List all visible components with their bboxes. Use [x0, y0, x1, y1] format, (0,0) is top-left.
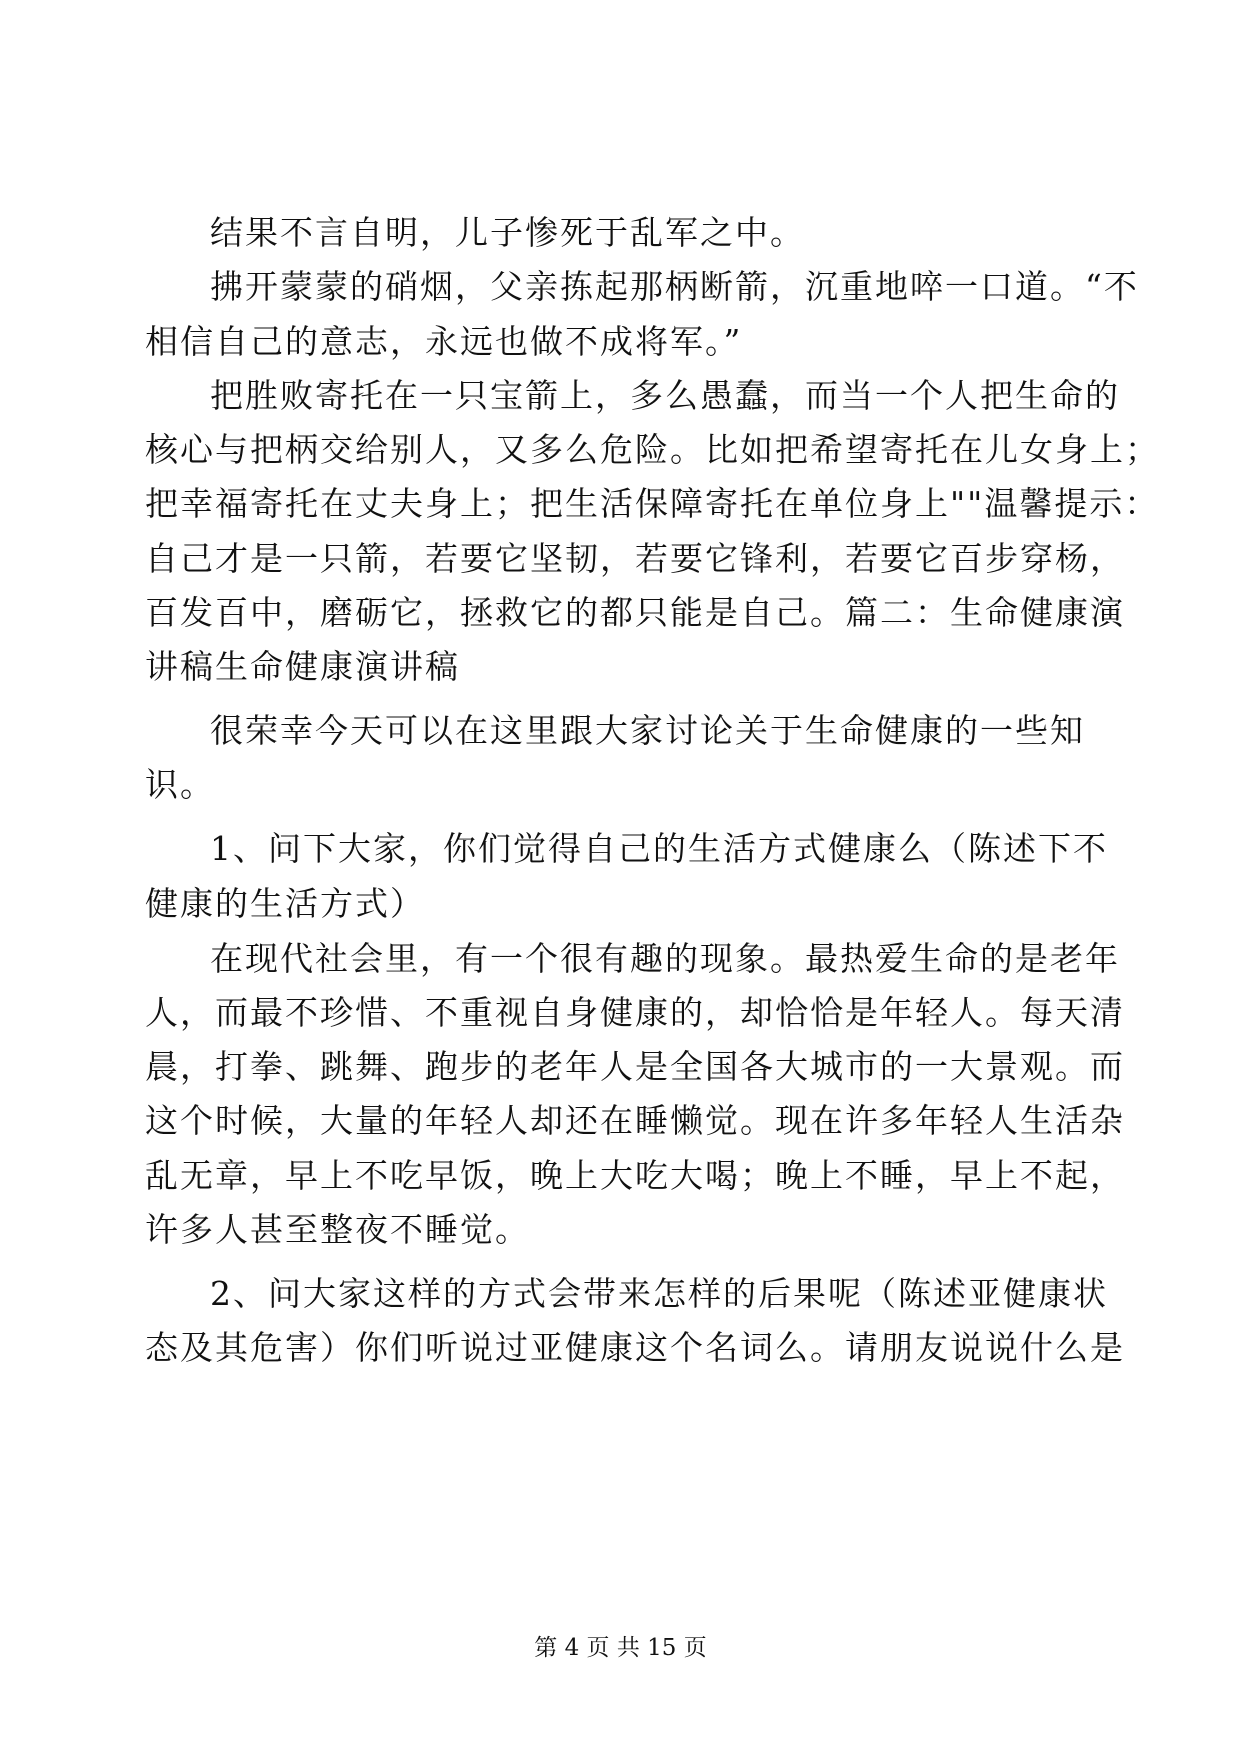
page-number-footer: 第 4 页 共 15 页 — [534, 1635, 707, 1661]
paragraph-line: 乱无章，早上不吃早饭，晚上大吃大喝；晚上不睡，早上不起， — [145, 1156, 1125, 1195]
paragraph-line: 晨，打拳、跳舞、跑步的老年人是全国各大城市的一大景观。而 — [145, 1047, 1125, 1086]
paragraph-line: 自己才是一只箭，若要它坚韧，若要它锋利，若要它百步穿杨， — [145, 539, 1125, 578]
paragraph-line: 2、问大家这样的方式会带来怎样的后果呢（陈述亚健康状 — [210, 1274, 1108, 1313]
paragraph-line: 健康的生活方式） — [145, 884, 425, 923]
paragraph-line: 这个时候，大量的年轻人却还在睡懒觉。现在许多年轻人生活杂 — [145, 1101, 1125, 1140]
paragraph-line: 1、问下大家，你们觉得自己的生活方式健康么（陈述下不 — [210, 829, 1108, 868]
paragraph-line: 拂开蒙蒙的硝烟，父亲拣起那柄断箭，沉重地啐一口道。“不 — [210, 267, 1139, 306]
paragraph-line: 在现代社会里，有一个很有趣的现象。最热爱生命的是老年 — [210, 939, 1120, 978]
paragraph-line: 许多人甚至整夜不睡觉。 — [145, 1210, 530, 1249]
paragraph-line: 很荣幸今天可以在这里跟大家讨论关于生命健康的一些知 — [210, 711, 1085, 750]
paragraph-line: 把幸福寄托在丈夫身上；把生活保障寄托在单位身上""温馨提示： — [145, 484, 1160, 523]
paragraph-line: 识。 — [145, 765, 215, 804]
paragraph-line: 百发百中，磨砺它，拯救它的都只能是自己。篇二：生命健康演 — [145, 593, 1125, 632]
paragraph-line: 态及其危害）你们听说过亚健康这个名词么。请朋友说说什么是 — [145, 1328, 1125, 1367]
paragraph-line: 相信自己的意志，永远也做不成将军。” — [145, 322, 743, 361]
paragraph-line: 讲稿生命健康演讲稿 — [145, 647, 460, 686]
paragraph-line: 把胜败寄托在一只宝箭上，多么愚蠢，而当一个人把生命的 — [210, 376, 1120, 415]
paragraph-line: 结果不言自明，儿子惨死于乱军之中。 — [210, 213, 805, 252]
paragraph-line: 人，而最不珍惜、不重视自身健康的，却恰恰是年轻人。每天清 — [145, 993, 1125, 1032]
paragraph-line: 核心与把柄交给别人，又多么危险。比如把希望寄托在儿女身上； — [145, 430, 1160, 469]
